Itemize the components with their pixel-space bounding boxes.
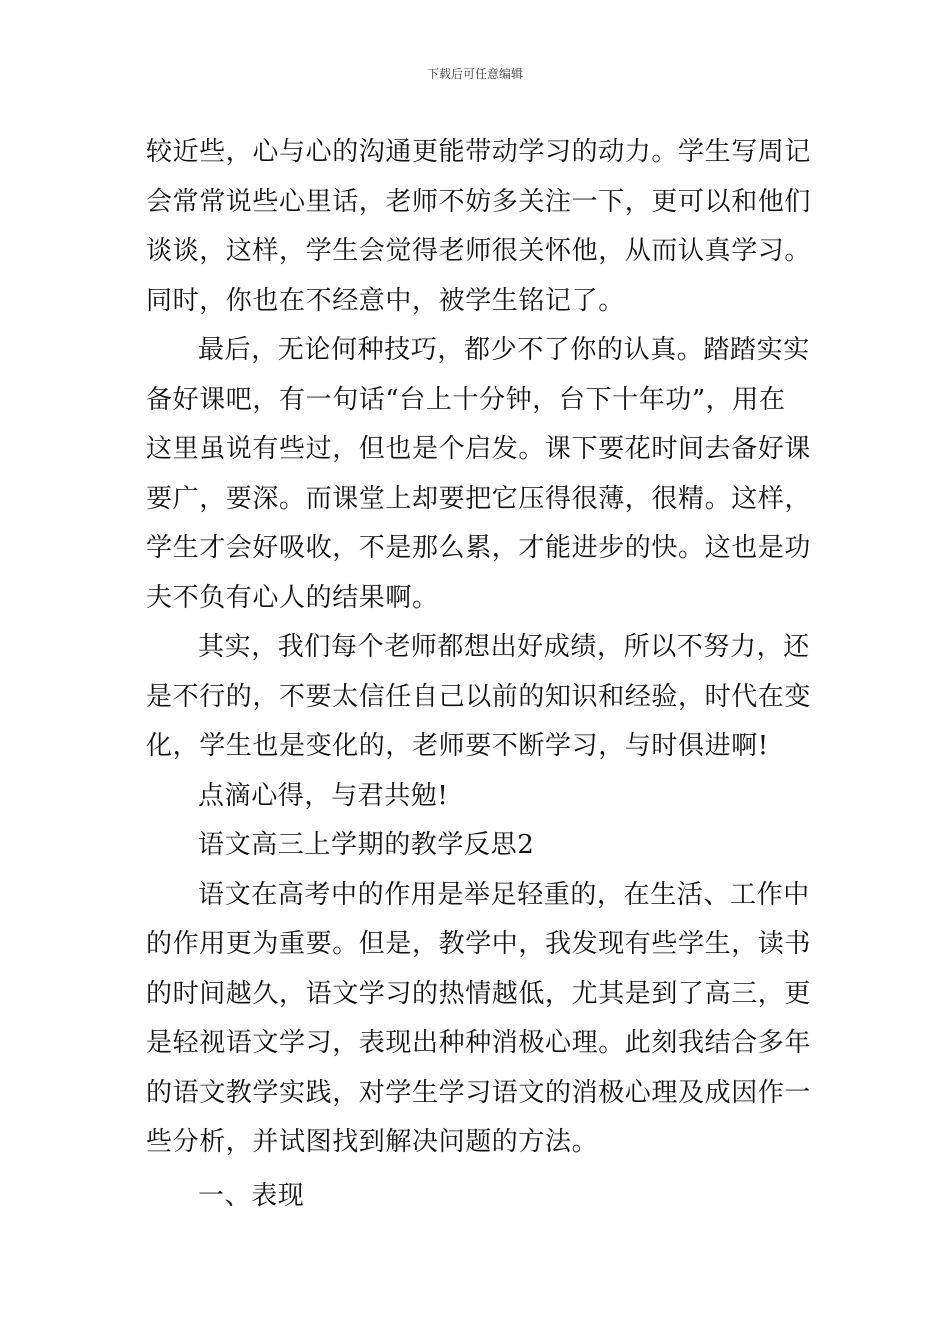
- closing-remark: 点滴心得，与君共勉!: [198, 780, 449, 811]
- body-line: 学生才会好吸收，不是那么累，才能进步的快。这也是功: [146, 533, 812, 563]
- body-line: 些分析，并试图找到解决问题的方法。: [146, 1127, 599, 1157]
- body-line: 是轻视语文学习，表现出种种消极心理。此刻我结合多年: [146, 1028, 812, 1058]
- body-line: 的语文教学实践，对学生学习语文的消极心理及成因作一: [146, 1077, 812, 1108]
- page-header-note: 下载后可任意编辑: [426, 67, 523, 81]
- body-line: 是不行的，不要太信任自己以前的知识和经验，时代在变: [146, 681, 812, 712]
- subsection-heading: 一、表现: [198, 1180, 305, 1211]
- body-line: 谈谈，这样，学生会觉得老师很关怀他，从而认真学习。: [146, 236, 812, 266]
- section-title: 语文高三上学期的教学反思2: [198, 830, 535, 860]
- body-line: 这里虽说有些过，但也是个启发。课下要花时间去备好课: [146, 434, 812, 464]
- body-line: 同时，你也在不经意中，被学生铭记了。: [146, 285, 625, 316]
- body-line: 备好课吧，有一句话“台上十分钟，台下十年功”，用在: [146, 384, 786, 415]
- body-line: 化，学生也是变化的，老师要不断学习，与时俱进啊!: [146, 731, 769, 761]
- body-line: 较近些，心与心的沟通更能带动学习的动力。学生写周记: [146, 137, 812, 167]
- body-line: 要广，要深。而课堂上却要把它压得很薄，很精。这样，: [146, 483, 812, 514]
- paragraph-first-line: 其实，我们每个老师都想出好成绩，所以不努力，还: [198, 632, 810, 662]
- document-body: [146, 128, 816, 1221]
- paragraph-first-line: 最后，无论何种技巧，都少不了你的认真。踏踏实实: [198, 335, 810, 365]
- body-line: 会常常说些心里话，老师不妨多关注一下，更可以和他们: [146, 186, 812, 217]
- body-line: 的作用更为重要。但是，教学中，我发现有些学生，读书: [146, 929, 812, 959]
- body-line: 夫不负有心人的结果啊。: [146, 582, 439, 613]
- paragraph-first-line: 语文在高考中的作用是举足轻重的，在生活、工作中: [198, 879, 810, 910]
- body-line: 的时间越久，语文学习的热情越低，尤其是到了高三，更: [146, 978, 812, 1009]
